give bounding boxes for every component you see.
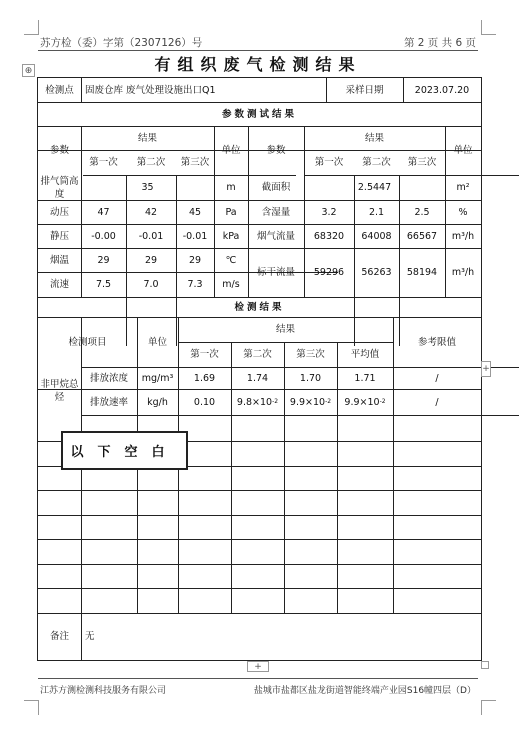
exponent: -2 xyxy=(379,398,386,405)
run-header: 第二次 xyxy=(243,349,272,360)
param-value: 2.1 xyxy=(368,206,385,218)
page-footer xyxy=(38,678,478,696)
run-header: 第一次 xyxy=(314,157,344,168)
param-value: 29 xyxy=(188,254,202,266)
pollutant-name: 非甲烷总烃 xyxy=(40,379,79,403)
resize-handle-icon[interactable] xyxy=(481,661,489,669)
param-unit: % xyxy=(458,206,468,218)
run-header: 第三次 xyxy=(180,157,210,168)
value-text: 1.74 xyxy=(246,372,269,384)
value-text: 1.69 xyxy=(193,372,216,384)
param-value: 66567 xyxy=(406,230,438,242)
unit-header: 单位 xyxy=(147,336,167,348)
table-rule xyxy=(38,564,481,565)
param-name: 截面积 xyxy=(261,182,291,193)
param-unit: ℃ xyxy=(225,254,237,266)
page-title: 有组织废气检测结果 xyxy=(154,55,362,74)
run-header: 平均值 xyxy=(350,349,380,360)
param-value: 47 xyxy=(97,206,110,218)
param-unit: m² xyxy=(456,182,470,193)
footer-address: 盐城市盐都区盐龙街道智能终端产业园S16幢四层（D） xyxy=(253,686,476,696)
result-value xyxy=(337,389,393,415)
run-header: 第一次 xyxy=(89,157,118,168)
param-value: -0.01 xyxy=(138,230,164,242)
date-label: 采样日期 xyxy=(345,84,384,96)
table-move-handle-icon[interactable]: ⊕ xyxy=(22,64,35,77)
value-text: 1.70 xyxy=(299,372,322,384)
blank-note-box: 以下空白 xyxy=(61,431,188,470)
param-value: 64008 xyxy=(361,230,392,242)
param-unit: m xyxy=(226,182,236,193)
section-param-title: 参数测试结果 xyxy=(221,108,297,120)
value-text: 9.8×10 xyxy=(236,396,273,408)
param-unit: Pa xyxy=(225,206,237,218)
footer-company: 江苏方测检测科技服务有限公司 xyxy=(40,686,167,696)
page-info: 第 2 页 共 6 页 xyxy=(403,37,476,49)
exponent: -2 xyxy=(272,398,279,405)
param-header: 参数 xyxy=(49,145,69,156)
param-value: -0.01 xyxy=(182,230,208,242)
remark-label: 备注 xyxy=(49,631,69,642)
page-header xyxy=(38,34,478,51)
param-value: 29 xyxy=(97,254,110,266)
param-value: 56263 xyxy=(361,267,392,278)
crop-mark xyxy=(24,700,39,715)
table-rule xyxy=(38,515,481,516)
param-value: 7.3 xyxy=(187,279,203,290)
table-rule xyxy=(284,415,285,613)
run-header: 第二次 xyxy=(362,157,391,168)
value-text: 9.9×10 xyxy=(289,396,326,408)
table-rule xyxy=(393,415,394,613)
table-rule xyxy=(38,539,481,540)
point-value: 固废仓库 废气处理设施出口Q1 xyxy=(85,84,216,96)
result-value xyxy=(284,367,337,389)
value-text: 9.9×10 xyxy=(344,396,380,408)
result-value xyxy=(178,367,231,389)
result-value xyxy=(337,367,393,389)
param-value: 7.5 xyxy=(95,279,112,290)
param-name: 烟温 xyxy=(49,254,69,266)
crop-mark xyxy=(481,700,496,715)
param-value: -0.00 xyxy=(91,230,116,242)
param-value: 45 xyxy=(188,206,202,218)
param-name: 静压 xyxy=(49,230,69,242)
add-row-handle-icon[interactable]: + xyxy=(247,661,269,672)
param-value: 2.5 xyxy=(414,206,430,218)
param-name: 动压 xyxy=(49,206,69,218)
value-text: 1.71 xyxy=(354,372,376,384)
value-text: 0.10 xyxy=(193,396,216,408)
crop-mark xyxy=(481,20,496,35)
point-label: 检测点 xyxy=(45,84,74,96)
param-value: 29 xyxy=(144,254,158,266)
limit-header: 参考限值 xyxy=(417,336,456,348)
param-header: 参数 xyxy=(266,145,286,156)
param-value: 68320 xyxy=(313,230,345,242)
result-limit: / xyxy=(435,372,439,384)
param-name: 标干流量 xyxy=(256,267,295,278)
result-value xyxy=(284,389,337,415)
param-value: 2.5447 xyxy=(357,182,392,193)
param-unit: m³/h xyxy=(451,230,475,242)
param-unit: m³/h xyxy=(451,267,475,278)
param-value: 59296 xyxy=(313,267,345,278)
run-header: 第一次 xyxy=(190,349,219,360)
section-results-title: 检测结果 xyxy=(234,301,285,313)
param-value: 42 xyxy=(144,206,158,218)
run-header: 第三次 xyxy=(296,349,325,360)
result-unit: mg/m³ xyxy=(141,372,174,384)
results-table xyxy=(37,77,482,661)
param-name: 烟气流量 xyxy=(256,230,295,242)
result-value xyxy=(231,389,284,415)
param-name: 排气筒高度 xyxy=(40,175,79,200)
table-rule xyxy=(38,588,481,589)
result-unit: kg/h xyxy=(147,396,168,408)
param-unit: m/s xyxy=(222,279,240,290)
date-value: 2023.07.20 xyxy=(414,84,470,96)
param-name: 含湿量 xyxy=(261,206,291,218)
unit-header: 单位 xyxy=(221,145,241,156)
run-header: 第三次 xyxy=(407,157,437,168)
report-number: 苏方检（委）字第（2307126）号 xyxy=(40,37,203,49)
table-rule xyxy=(231,415,232,613)
run-header: 第二次 xyxy=(136,157,166,168)
result-header: 结果 xyxy=(364,132,384,144)
remark-value: 无 xyxy=(85,631,95,642)
result-header: 结果 xyxy=(137,132,157,144)
item-header: 检测项目 xyxy=(68,336,107,348)
param-value: 7.0 xyxy=(143,279,159,290)
add-column-handle-icon[interactable]: + xyxy=(481,361,491,377)
table-rule xyxy=(178,342,393,343)
param-name: 流速 xyxy=(49,279,69,290)
param-value: 58194 xyxy=(406,267,438,278)
table-rule xyxy=(81,415,519,416)
unit-header: 单位 xyxy=(453,145,473,156)
result-value xyxy=(178,389,231,415)
table-rule xyxy=(337,415,338,613)
exponent: -2 xyxy=(325,398,332,405)
table-rule xyxy=(81,613,82,660)
param-value: 3.2 xyxy=(321,206,337,218)
result-limit: / xyxy=(435,396,439,408)
result-item: 排放浓度 xyxy=(89,372,128,384)
table-rule xyxy=(38,490,481,491)
param-unit: kPa xyxy=(222,230,240,242)
result-item: 排放速率 xyxy=(89,396,128,408)
crop-mark xyxy=(24,20,39,35)
param-value: 35 xyxy=(141,182,154,193)
result-header: 结果 xyxy=(275,324,295,335)
result-value xyxy=(231,367,284,389)
